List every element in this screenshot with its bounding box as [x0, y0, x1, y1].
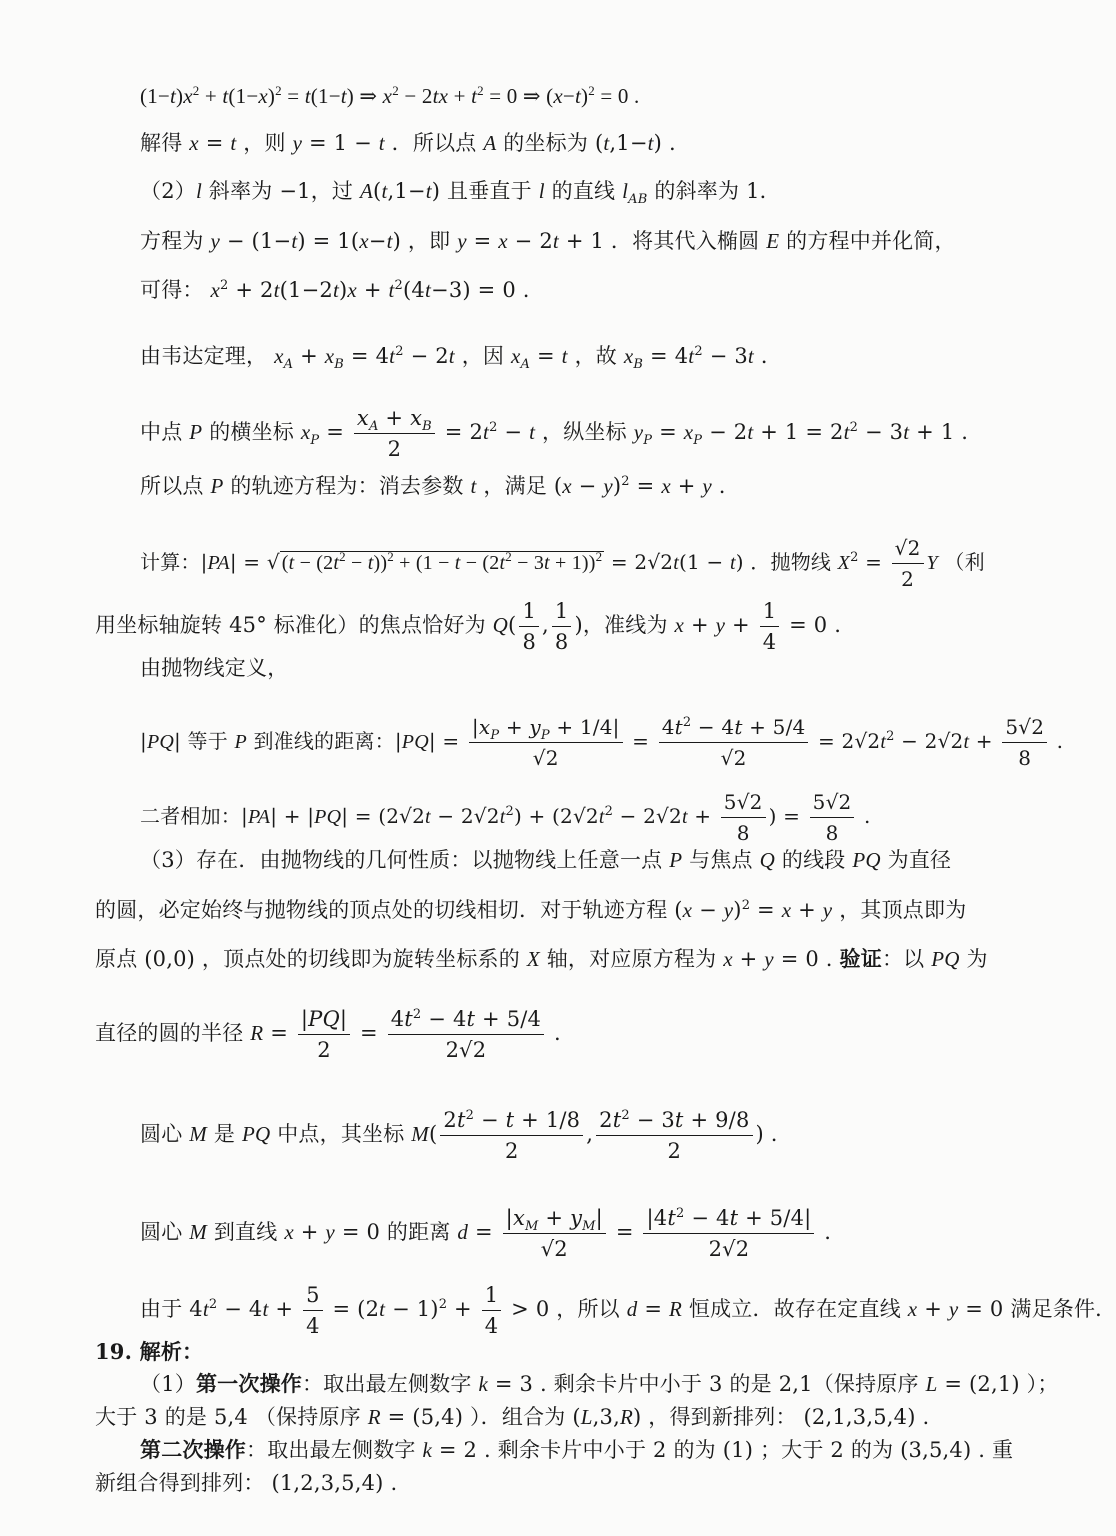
text-line: 所以点 P 的轨迹方程为：消去参数 t ，满足 $(x - y)^2 = x + y$ .	[140, 474, 726, 498]
text-line: 计算：|PA| = √ $(t - (2t^2 - t))^2 + (1 - t - (2t^2 - 3t + 1))^2 = 2√2t(1 - t)$ ．抛物线 $X^2$ = $\frac{√2}{2}$ Y （利	[140, 533, 985, 594]
text-line: 由韦达定理， $x_A + x_B = 4t^2 - 2t$ ，因 $x_A = t$ ，故 $x_B = 4t^2 - 3t$ ．	[140, 344, 783, 372]
equation-line: $(1-t)x^2 + t(1-x)^2 = t(1-t)$ ⇒ $x^2 - 2tx + t^2 = 0$ ⇒ $(x-t)^2 = 0$ .	[140, 83, 640, 108]
text-line: 新组合得到排列： (1,2,3,5,4) .	[95, 1471, 398, 1495]
text-line: 可得： $x^2 + 2t(1-2t)x + t^2(4t-3) = 0$ .	[140, 278, 530, 302]
text-line: 由抛物线定义，	[140, 656, 289, 680]
text-line: 原点 (0,0) ，顶点处的切线即为旋转坐标系的 X 轴，对应原方程为 x + y = 0 . 验证：以 PQ 为	[95, 946, 988, 971]
text-line: 二者相加：$|PA| + |PQ| = (2√2t - 2√2t^2) + (2√2t^2 - 2√2t$ + $\frac{5√2}{8}$ ) = $\frac{5√2}{8}$ .	[140, 787, 871, 848]
text-line: 大于 3 的是 5,4 （保持原序 R = (5,4) ）．组合为 (L,3,R) ，得到新排列： (2,1,3,5,4) .	[95, 1405, 930, 1429]
section-heading: 19. 解析：	[95, 1339, 204, 1364]
text-line: 圆心 M 到直线 x + y = 0 的距离 d = $\frac{|x_M + y_M|}{√2}$ = $\frac{|4t^2 - 4t + 5/4|}{2√2}$ .	[140, 1203, 831, 1264]
text-line: |PQ| 等于 P 到准线的距离：|PQ| = $\frac{|x_P + y_P + 1/4|}{√2}$ = $\frac{4t^2 - 4t + 5/4}{√2}$ = $2√2t^2 - 2√2t$ + $\frac{5√2}{8}$ .	[140, 712, 1063, 773]
text-line: 的圆，必定始终与抛物线的顶点处的切线相切．对于轨迹方程 $(x - y)^2 = x + y$ ，其顶点即为	[95, 898, 967, 922]
text-line: 方程为 y − (1−t) = 1(x−t) ，即 y = x − 2t + 1 ．将其代入椭圆 E 的方程中并化简，	[140, 229, 956, 253]
text-line: 由于 $4t^2 - 4t$ + $\frac{5}{4}$ = $(2t - 1)^2$ + $\frac{1}{4}$ > 0 ，所以 d = R 恒成立．故存在定直线 x + y = 0 满足条件．	[140, 1280, 1116, 1341]
text-line: 第二次操作：取出最左侧数字 k = 2 . 剩余卡片中小于 2 的为 (1) ；大于 2 的为 (3,5,4) . 重	[140, 1437, 1014, 1462]
text-line: （1）第一次操作：取出最左侧数字 k = 3 . 剩余卡片中小于 3 的是 2,1（保持原序 L = (2,1) ）；	[140, 1371, 1059, 1396]
text-line: （3）存在．由抛物线的几何性质：以抛物线上任意一点 P 与焦点 Q 的线段 PQ 为直径	[140, 848, 952, 872]
text-line: 圆心 M 是 PQ 中点，其坐标 M( $\frac{2t^2 - t + 1/8}{2}$ , $\frac{2t^2 - 3t + 9/8}{2}$ ) .	[140, 1105, 778, 1166]
text-line: 用坐标轴旋转 45° 标准化）的焦点恰好为 Q( $\frac{1}{8}$ , $\frac{1}{8}$ )，准线为 x + y + $\frac{1}{4}$ = 0 .	[95, 596, 841, 657]
text-line: 解得 x = t ，则 y = 1 − t ．所以点 A 的坐标为 (t,1−t) .	[140, 131, 676, 155]
text-line: 中点 P 的横坐标 $x_P$ = $\frac{x_A + x_B}{2}$ = $2t^2 - t$ ，纵坐标 $y_P = x_P - 2t + 1 = 2t^2 - 3t + 1$ .	[140, 403, 968, 464]
text-line: 直径的圆的半径 R = $\frac{|PQ|}{2}$ = $\frac{4t^2 - 4t + 5/4}{2√2}$ .	[95, 1004, 561, 1065]
text-line: （2）l 斜率为 −1，过 A(t,1−t) 且垂直于 l 的直线 $l_{AB}$ 的斜率为 1．	[140, 179, 781, 207]
